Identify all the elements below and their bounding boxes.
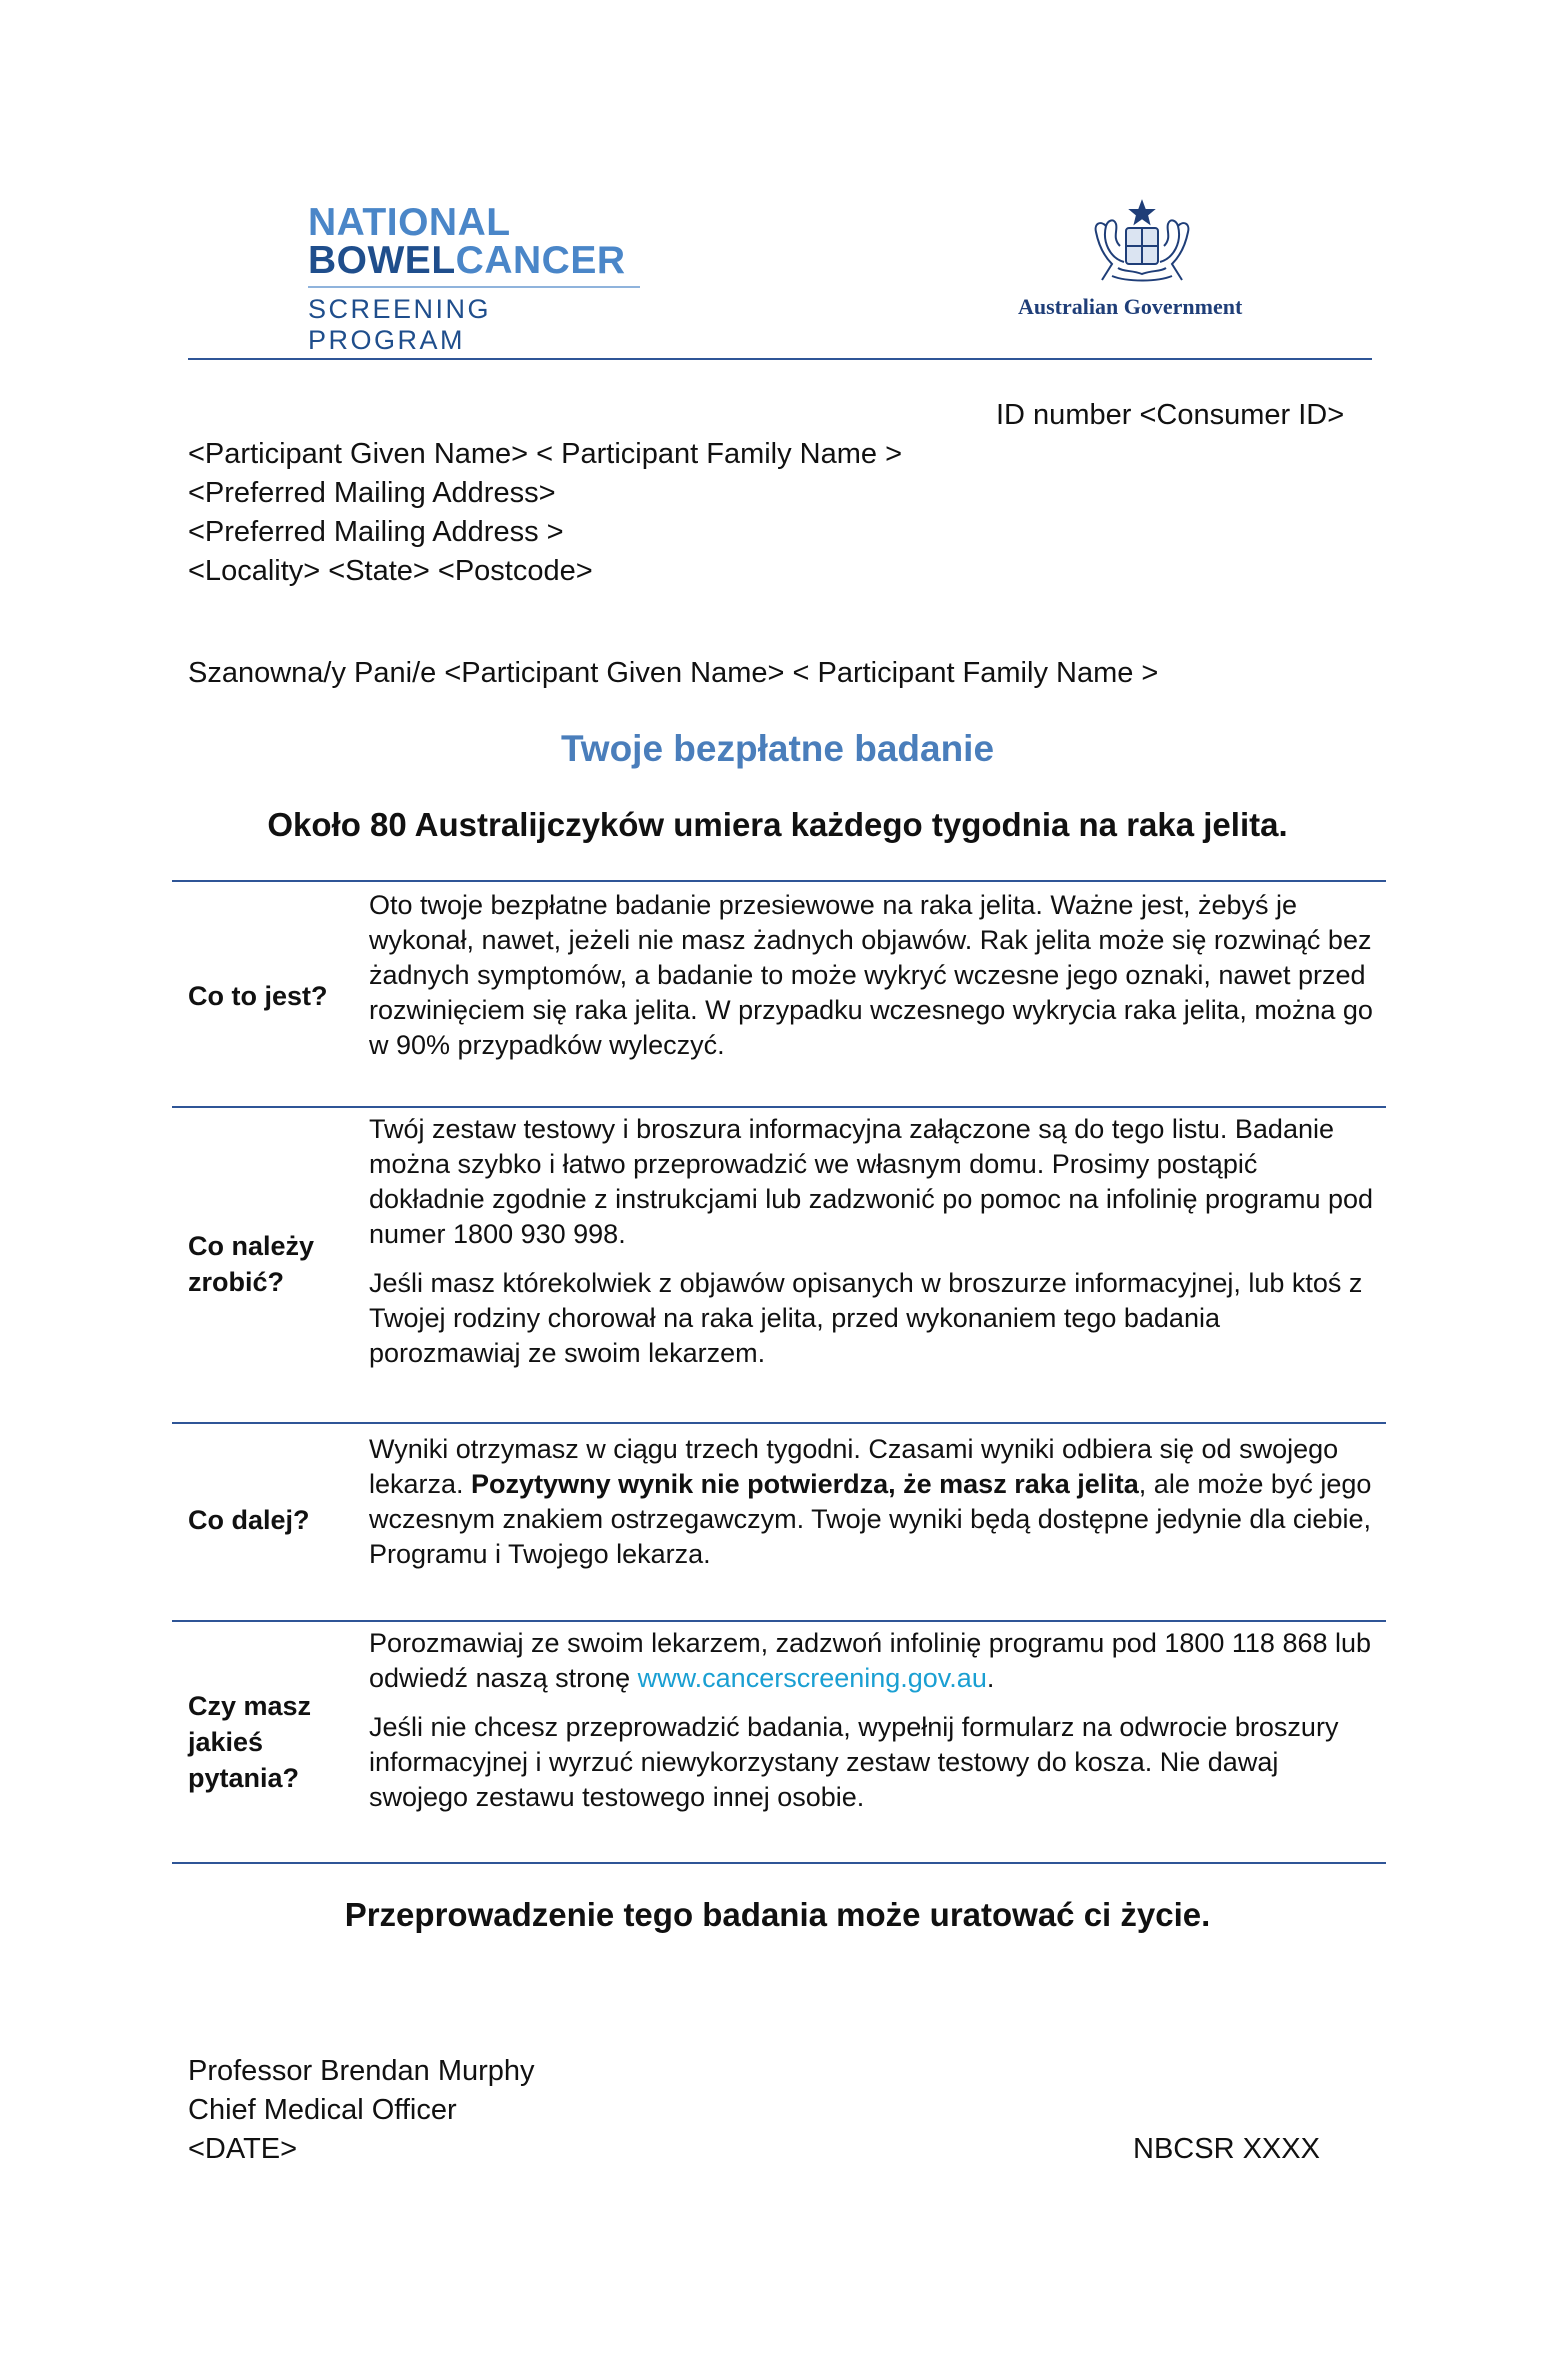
questions-paragraph-2: Jeśli nie chcesz przeprowadzić badania, wypełnij formularz na odwrocie broszury informacyjnej i wyrzuć niewykorzystany zestaw testowy do kosza. Nie dawaj swojego zestawu testowego innej osobie.	[369, 1712, 1339, 1812]
closing-statement: Przeprowadzenie tego badania może uratować ci życie.	[344, 1896, 1211, 1933]
recipient-address	[188, 435, 902, 591]
table-rule-top	[172, 880, 1386, 882]
letter-date: <DATE>	[188, 2133, 298, 2165]
what-to-do-paragraph-1: Twój zestaw testowy i broszura informacyjna załączone są do tego listu. Badanie można szybko i łatwo przeprowadzić we własnym domu. Prosimy postąpić dokładnie zgodnie z instrukcjami lub zadzwonić po pomoc na infolinię programu pod numer 1800 930 998.	[369, 1114, 1374, 1249]
row-label-what-is-it: Co to jest?	[188, 981, 328, 1011]
header-divider	[188, 358, 1372, 360]
logo-divider	[308, 286, 640, 288]
page-title: Twoje bezpłatne badanie	[560, 728, 995, 769]
logo-line-screening: SCREENING PROGRAM	[308, 294, 492, 355]
questions-text-a: Porozmawiaj ze swoim lekarzem, zadzwoń infolinię programu pod 1800 118 868 lub odwiedź naszą stronę	[369, 1628, 1372, 1693]
table-rule-1	[172, 1106, 1386, 1108]
row-text-questions	[369, 1626, 1379, 1829]
row-label-what-to-do: Co należy zrobić?	[188, 1231, 315, 1297]
government-label: Australian Government	[1018, 294, 1243, 319]
row-label-whats-next: Co dalej?	[188, 1505, 310, 1535]
row-text-what-is-it	[369, 888, 1379, 1077]
questions-paragraph-1	[369, 1626, 1379, 1696]
signatory-name: Professor Brendan Murphy	[188, 2055, 535, 2087]
page-subtitle: Około 80 Australijczyków umiera każdego tygodnia na raka jelita.	[267, 806, 1288, 843]
mailing-address-2: <Preferred Mailing Address >	[188, 516, 564, 548]
participant-name: <Participant Given Name> < Participant Family Name >	[188, 438, 903, 470]
consumer-id: ID number <Consumer ID>	[996, 399, 1345, 431]
logo-cancer: CANCER	[455, 239, 626, 282]
logo-line-national: NATIONAL	[308, 201, 511, 244]
what-to-do-paragraph-2: Jeśli masz którekolwiek z objawów opisanych w broszurze informacyjnej, lub ktoś z Twojej rodziny chorował na raka jelita, przed wykonaniem tego badania porozmawiaj ze swoim lekarzem.	[369, 1268, 1363, 1368]
whats-next-paragraph	[369, 1432, 1379, 1572]
whats-next-bold: Pozytywny wynik nie potwierdza, że masz raka jelita	[471, 1469, 1139, 1499]
salutation: Szanowna/y Pani/e <Participant Given Name> < Participant Family Name >	[188, 657, 1159, 689]
australian-government-logo	[1010, 198, 1270, 328]
locality-state-postcode: <Locality> <State> <Postcode>	[188, 555, 593, 587]
table-rule-2	[172, 1422, 1386, 1424]
whats-next-text-a: Wyniki otrzymasz w ciągu trzech tygodni. Czasami wyniki odbiera się od swojego lekarza.	[369, 1434, 1339, 1499]
website-link[interactable]: www.cancerscreening.gov.au	[637, 1663, 987, 1693]
program-logo	[308, 201, 648, 355]
logo-bowel: BOWEL	[308, 239, 456, 282]
what-is-it-paragraph: Oto twoje bezpłatne badanie przesiewowe na raka jelita. Ważne jest, żebyś je wykonał, nawet, jeżeli nie masz żadnych objawów. Rak jelita może się rozwinąć bez żadnych symptomów, a badanie to może wykryć wczesne jego oznaki, nawet przed rozwinięciem się raka jelita. W przypadku wczesnego wykrycia raka jelita, można go w 90% przypadków wyleczyć.	[369, 890, 1373, 1060]
logo-line-bowelcancer	[308, 239, 648, 282]
signature-block	[188, 2052, 535, 2169]
coat-of-arms-icon	[1072, 198, 1212, 288]
questions-text-c: .	[986, 1663, 995, 1693]
row-text-what-to-do	[369, 1112, 1379, 1385]
whats-next-text-c: , ale może być jego wczesnym znakiem ostrzegawczym. Twoje wyniki będą dostępne jedynie dla ciebie, Programu i Twojego lekarza.	[369, 1469, 1372, 1569]
signatory-role: Chief Medical Officer	[188, 2094, 457, 2126]
table-rule-bottom	[172, 1862, 1386, 1864]
reference-code: NBCSR XXXX	[1133, 2133, 1320, 2165]
table-rule-3	[172, 1620, 1386, 1622]
mailing-address-1: <Preferred Mailing Address>	[188, 477, 556, 509]
row-text-whats-next	[369, 1432, 1379, 1586]
row-label-questions: Czy masz jakieś pytania?	[188, 1691, 312, 1793]
